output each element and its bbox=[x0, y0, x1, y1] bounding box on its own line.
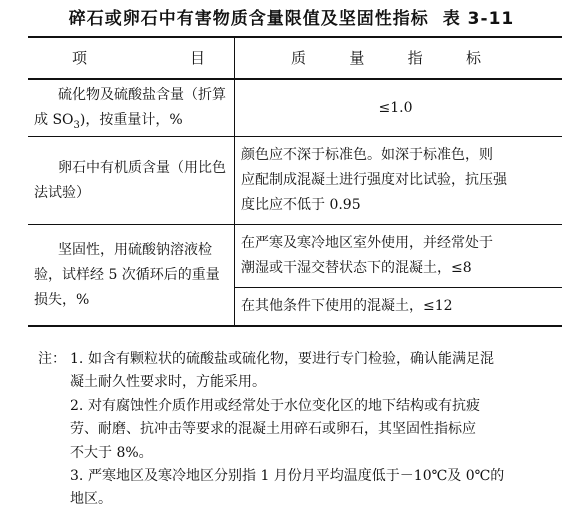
item-line: 坚固性，用硫酸钠溶液检 bbox=[58, 241, 212, 258]
table-row bbox=[28, 79, 562, 137]
notes-label: 注： bbox=[38, 351, 66, 367]
value-line: 在严寒及寒冷地区室外使用，并经常处于 bbox=[241, 235, 493, 251]
note-item bbox=[38, 348, 570, 395]
header-value-char: 指 bbox=[407, 48, 424, 67]
note-line: 凝土耐久性要求时，方能采用。 bbox=[70, 374, 266, 391]
note-line: 如含有颗粒状的硫酸盐或硫化物，要进行专门检验，确认能满足混 bbox=[88, 351, 494, 367]
header-value-char: 量 bbox=[349, 48, 366, 67]
header-row bbox=[28, 37, 562, 79]
header-value-char: 标 bbox=[465, 48, 482, 67]
value-line: 度比应不低于 0.95 bbox=[241, 197, 361, 213]
header-item-char: 目 bbox=[189, 48, 206, 67]
note-line: 劳、耐磨、抗冲击等要求的混凝土用碎石或卵石，其坚固性指标应 bbox=[70, 421, 476, 438]
note-item bbox=[38, 465, 570, 512]
table-number: 表 3-11 bbox=[442, 9, 515, 29]
notes-section bbox=[38, 348, 570, 512]
row-value-soundness-severe bbox=[235, 225, 563, 288]
item-line: 损失，% bbox=[34, 291, 90, 308]
note-item bbox=[38, 395, 570, 465]
row-item-soundness bbox=[28, 225, 235, 327]
note-number: 1. bbox=[70, 351, 84, 367]
table-title bbox=[0, 4, 583, 29]
spec-table bbox=[28, 36, 562, 327]
value-line: 颜色应不深于标准色。如深于标准色，则 bbox=[241, 147, 493, 163]
table-row bbox=[28, 137, 562, 225]
item-line: 卵石中有机质含量（用比色 bbox=[58, 159, 226, 176]
item-line: 验，试样经 5 次循环后的重量 bbox=[34, 266, 220, 283]
header-item bbox=[28, 37, 235, 79]
header-value bbox=[235, 37, 563, 79]
row-value-organic bbox=[235, 137, 563, 225]
note-line: 严寒地区及寒冷地区分别指 1 月份月平均温度低于－10℃及 0℃的 bbox=[88, 468, 505, 485]
value-line: 应配制成混凝土进行强度对比试验，抗压强 bbox=[241, 172, 507, 188]
note-line: 不大于 8%。 bbox=[70, 444, 153, 461]
header-value-char: 质 bbox=[291, 48, 308, 67]
item-line: 法试验） bbox=[34, 184, 90, 201]
note-number: 2. bbox=[70, 397, 84, 414]
value-line: 潮湿或干湿交替状态下的混凝土，≤8 bbox=[241, 260, 472, 276]
header-item-char: 项 bbox=[72, 48, 89, 67]
row-item-organic bbox=[28, 137, 235, 225]
item-line: 成 $SO_3$)，按重量计，% bbox=[34, 112, 183, 131]
note-line: 对有腐蚀性介质作用或经常处于水位变化区的地下结构或有抗疲 bbox=[88, 397, 480, 414]
note-line: 地区。 bbox=[70, 491, 112, 508]
row-item-sulfide bbox=[28, 79, 235, 137]
note-number: 3. bbox=[70, 468, 84, 485]
row-value-sulfide: ≤1.0 bbox=[235, 79, 563, 137]
item-line: 硫化物及硫酸盐含量（折算 bbox=[58, 87, 226, 103]
row-value-soundness-other bbox=[235, 288, 563, 327]
value-line: 在其他条件下使用的混凝土，≤12 bbox=[241, 298, 453, 314]
title-text: 碎石或卵石中有害物质含量限值及坚固性指标 bbox=[68, 9, 429, 29]
table-row bbox=[28, 225, 562, 288]
